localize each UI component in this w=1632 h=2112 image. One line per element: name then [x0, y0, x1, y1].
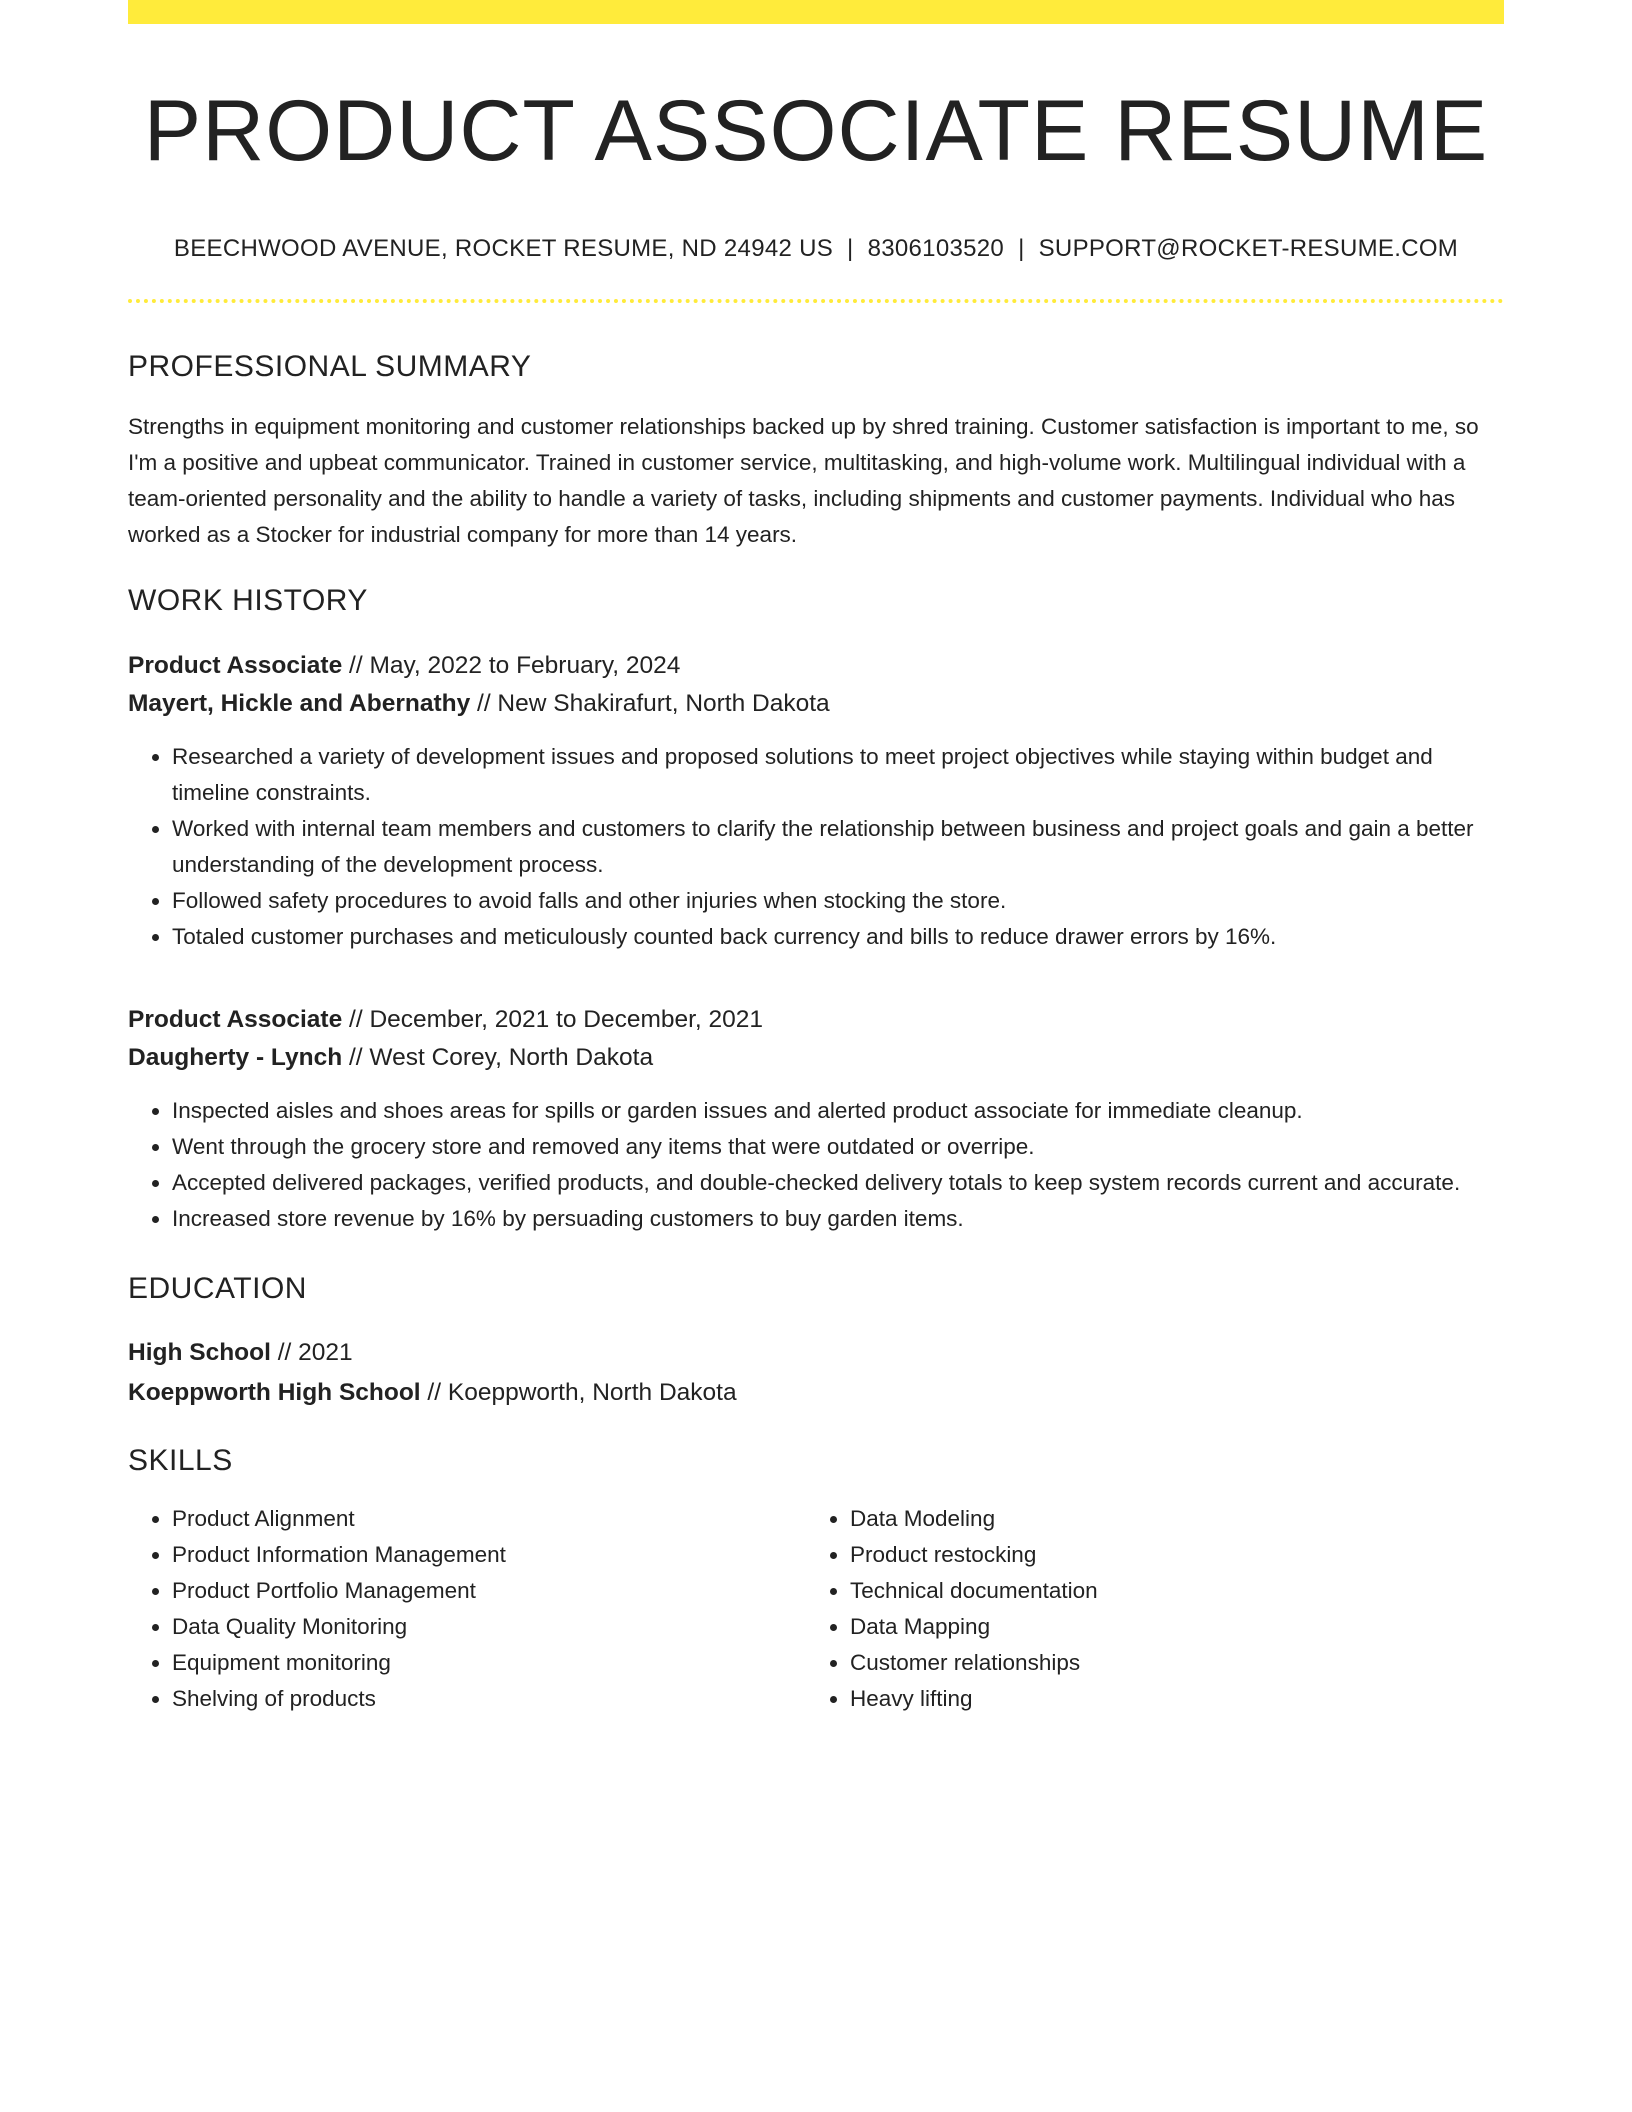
job-company: Mayert, Hickle and Abernathy [128, 690, 471, 718]
job-company-line [128, 1039, 1504, 1077]
top-accent-bar [128, 0, 1504, 24]
skills-list [128, 1501, 1504, 1717]
job-dates: // May, 2022 to February, 2024 [342, 652, 681, 680]
job-company: Daugherty - Lynch [128, 1044, 343, 1072]
summary-text: Strengths in equipment monitoring and customer relationships backed up by shred training. Customer satisfaction is important to me, so I'm a positive and upbeat communicator. Trained in customer service, multitasking, and high-volume work. Multilingual individual with a team-oriented personality and the ability to handle a variety of tasks, including shipments and customer payments. Individual who has worked as a Stocker for industrial company for more than 14 years. [128, 414, 1479, 548]
skill-item: • Equipment monitoring [172, 1645, 806, 1681]
job-bullet: • Followed safety procedures to avoid falls and other injuries when stocking the store. [172, 883, 1504, 919]
skill-item: • Data Mapping [850, 1609, 1484, 1645]
header-divider [128, 299, 1504, 303]
job-bullet: • Researched a variety of development issues and proposed solutions to meet project objectives while staying within budget and timeline constraints. [172, 739, 1504, 811]
contact-email: SUPPORT@ROCKET-RESUME.COM [1038, 234, 1459, 262]
job-role: Product Associate [128, 1006, 343, 1034]
contact-address: BEECHWOOD AVENUE, ROCKET RESUME, ND 24942 US [173, 234, 834, 262]
job-bullet: • Accepted delivered packages, verified products, and double-checked delivery totals to keep system records current and accurate. [172, 1165, 1504, 1201]
education-school: Koeppworth High School [128, 1379, 421, 1407]
skill-item: • Product restocking [850, 1537, 1484, 1573]
contact-separator: | [1018, 234, 1025, 262]
job-location: // West Corey, North Dakota [342, 1044, 654, 1072]
skill-item: • Product Information Management [172, 1537, 806, 1573]
job-entry [128, 647, 1504, 955]
job-role: Product Associate [128, 652, 343, 680]
education-year: // 2021 [270, 1339, 353, 1367]
work-history-heading: WORK HISTORY [128, 584, 368, 618]
skill-item: • Heavy lifting [850, 1681, 1484, 1717]
skills-column-left [128, 1501, 806, 1717]
skill-item: • Technical documentation [850, 1573, 1484, 1609]
education-degree-line [128, 1333, 1504, 1373]
skills-column-right [806, 1501, 1484, 1717]
job-dates: // December, 2021 to December, 2021 [342, 1006, 764, 1034]
summary-heading: PROFESSIONAL SUMMARY [128, 350, 532, 384]
education-heading: EDUCATION [128, 1272, 307, 1306]
contact-line [128, 235, 1504, 264]
contact-separator: | [847, 234, 854, 262]
skill-item: • Product Alignment [172, 1501, 806, 1537]
education-degree: High School [128, 1339, 271, 1367]
skill-item: • Customer relationships [850, 1645, 1484, 1681]
education-entry [128, 1333, 1504, 1413]
resume-title: PRODUCT ASSOCIATE RESUME [143, 83, 1489, 179]
job-bullets [128, 739, 1504, 955]
skills-heading: SKILLS [128, 1444, 233, 1478]
job-title-line [128, 647, 1504, 685]
education-school-line [128, 1373, 1504, 1413]
skill-item: • Data Modeling [850, 1501, 1484, 1537]
skill-item: • Shelving of products [172, 1681, 806, 1717]
job-bullet: • Increased store revenue by 16% by persuading customers to buy garden items. [172, 1201, 1504, 1237]
job-bullet: • Totaled customer purchases and meticulously counted back currency and bills to reduce drawer errors by 16%. [172, 919, 1504, 955]
job-bullet: • Inspected aisles and shoes areas for spills or garden issues and alerted product associate for immediate cleanup. [172, 1093, 1504, 1129]
job-bullets [128, 1093, 1504, 1237]
contact-phone: 8306103520 [867, 234, 1005, 262]
job-company-line [128, 685, 1504, 723]
job-title-line [128, 1001, 1504, 1039]
job-location: // New Shakirafurt, North Dakota [470, 690, 830, 718]
job-entry [128, 1001, 1504, 1237]
education-location: // Koeppworth, North Dakota [420, 1379, 737, 1407]
job-bullet: • Worked with internal team members and customers to clarify the relationship between business and project goals and gain a better understanding of the development process. [172, 811, 1504, 883]
skill-item: • Data Quality Monitoring [172, 1609, 806, 1645]
job-bullet: • Went through the grocery store and removed any items that were outdated or overripe. [172, 1129, 1504, 1165]
skill-item: • Product Portfolio Management [172, 1573, 806, 1609]
resume-page [128, 0, 1504, 1717]
